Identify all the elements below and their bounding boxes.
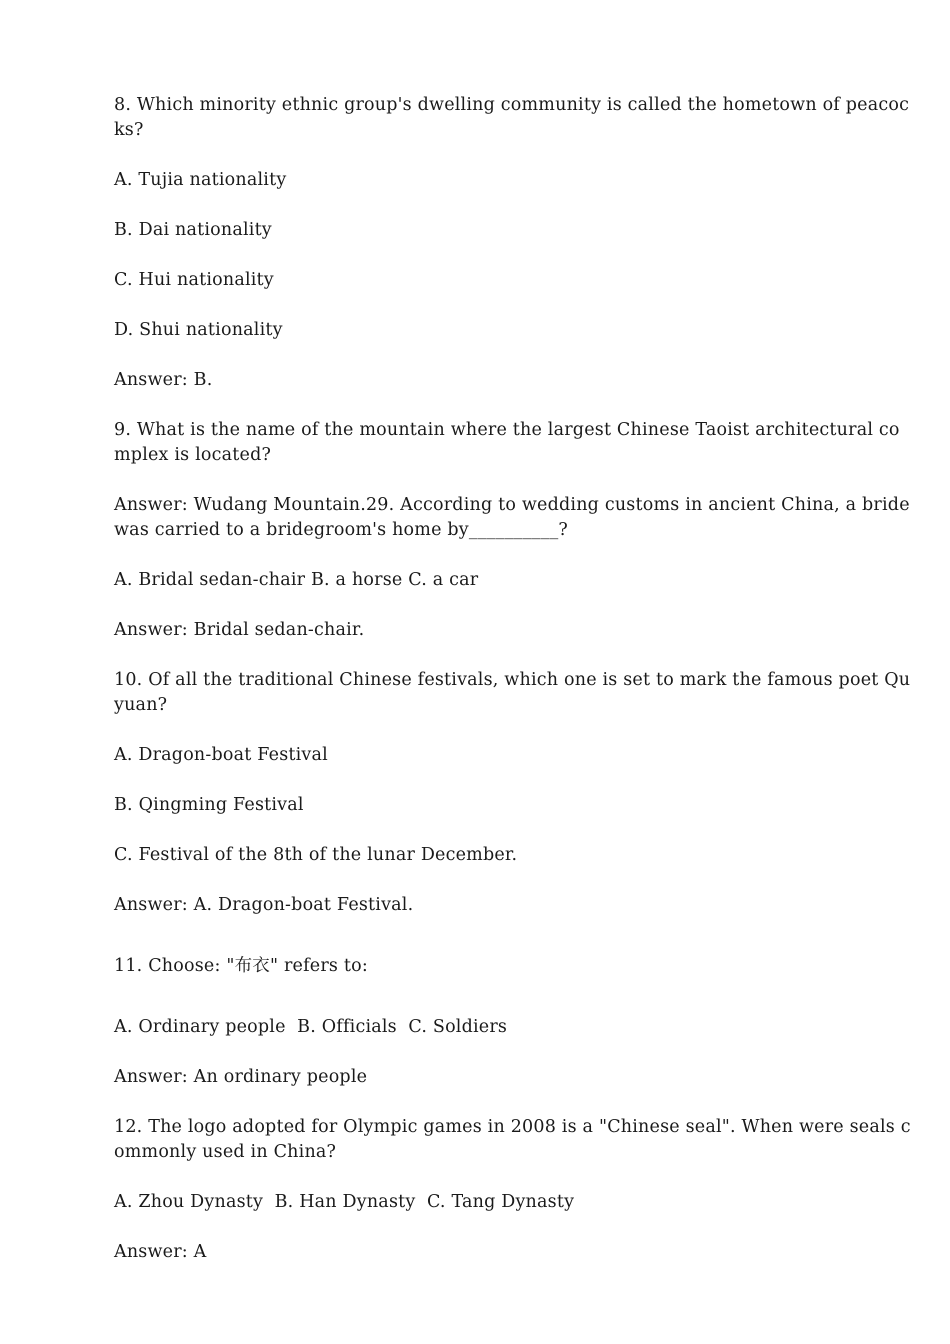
question-11-options: A. Ordinary people B. Officials C. Soldiers [114,1017,508,1037]
question-10-option-c: C. Festival of the 8th of the lunar December. [114,845,518,865]
question-11-answer: Answer: An ordinary people [114,1067,368,1087]
question-8-answer: Answer: B. [114,370,213,390]
question-10-option-a: A. Dragon-boat Festival [114,745,328,765]
question-29-options: A. Bridal sedan-chair B. a horse C. a car [114,570,479,590]
question-12: 12. The logo adopted for Olympic games in 2008 is a "Chinese seal". When were seals commonly used in China? [114,1117,911,1162]
question-8-option-a: A. Tujia nationality [114,170,287,190]
question-10: 10. Of all the traditional Chinese festivals, which one is set to mark the famous poet Quyuan? [114,670,911,715]
question-10-option-b: B. Qingming Festival [114,795,304,815]
question-8-option-c: C. Hui nationality [114,270,274,290]
question-12-answer: Answer: A [114,1242,207,1262]
document-page [114,93,914,1290]
question-8-option-d: D. Shui nationality [114,320,283,340]
question-8-option-b: B. Dai nationality [114,220,272,240]
question-8: 8. Which minority ethnic group's dwelling community is called the hometown of peacocks? [114,95,910,140]
question-11: 11. Choose: "布衣" refers to: [114,956,368,976]
question-29-answer: Answer: Bridal sedan-chair. [114,620,365,640]
question-9: 9. What is the name of the mountain where the largest Chinese Taoist architectural complex is located? [114,420,900,465]
question-12-options: A. Zhou Dynasty B. Han Dynasty C. Tang Dynasty [114,1192,575,1212]
question-10-answer: Answer: A. Dragon-boat Festival. [114,895,414,915]
question-9-answer: Answer: Wudang Mountain.29. According to wedding customs in ancient China, a bride was carried to a bridegroom's home by__________? [114,495,916,540]
